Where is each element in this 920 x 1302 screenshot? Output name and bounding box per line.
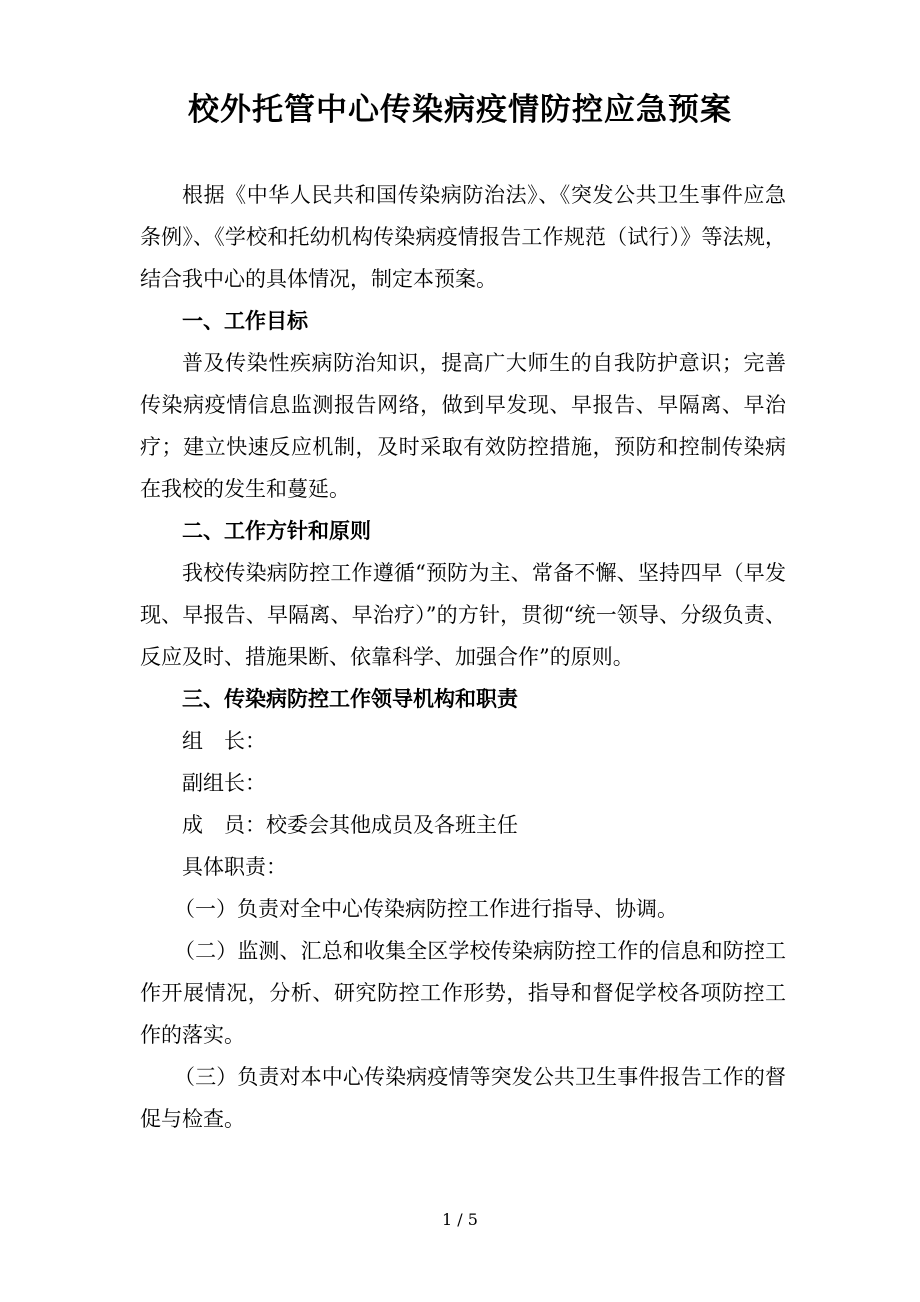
section-text-principles: 我校传染病防控工作遵循“预防为主、常备不懈、坚持四早（早发现、早报告、早隔离、早治疗）”的方针，贯彻“统一领导、分级负责、反应及时、措施果断、依靠科学、加强合作”的原则。 <box>140 561 786 669</box>
role-members: 成 员：校委会其他成员及各班主任 <box>182 813 518 837</box>
section-heading-principles: 二、工作方针和原则 <box>182 518 371 543</box>
document-body <box>140 174 786 1140</box>
section-heading-goals: 一、工作目标 <box>182 308 308 333</box>
role-deputy: 副组长： <box>182 771 266 795</box>
document-title: 校外托管中心传染病疫情防控应急预案 <box>188 92 732 128</box>
role-leader: 组 长： <box>182 729 266 753</box>
section-heading-organization: 三、传染病防控工作领导机构和职责 <box>182 686 518 711</box>
duties-label: 具体职责： <box>182 855 287 879</box>
page-number: 1 / 5 <box>442 1210 478 1229</box>
intro-paragraph: 根据《中华人民共和国传染病防治法》、《突发公共卫生事件应急条例》、《学校和托幼机构传染病疫情报告工作规范（试行）》等法规，结合我中心的具体情况，制定本预案。 <box>140 183 786 291</box>
duty-item: （一）负责对全中心传染病防控工作进行指导、协调。 <box>174 897 678 921</box>
section-text-goals: 普及传染性疾病防治知识，提高广大师生的自我防护意识；完善传染病疫情信息监测报告网络，做到早发现、早报告、早隔离、早治疗；建立快速反应机制，及时采取有效防控措施，预防和控制传染病在我校的发生和蔓延。 <box>140 351 786 501</box>
duty-item: （二）监测、汇总和收集全区学校传染病防控工作的信息和防控工作开展情况，分析、研究防控工作形势，指导和督促学校各项防控工作的落实。 <box>140 939 786 1047</box>
duty-item: （三）负责对本中心传染病疫情等突发公共卫生事件报告工作的督促与检查。 <box>140 1065 786 1131</box>
